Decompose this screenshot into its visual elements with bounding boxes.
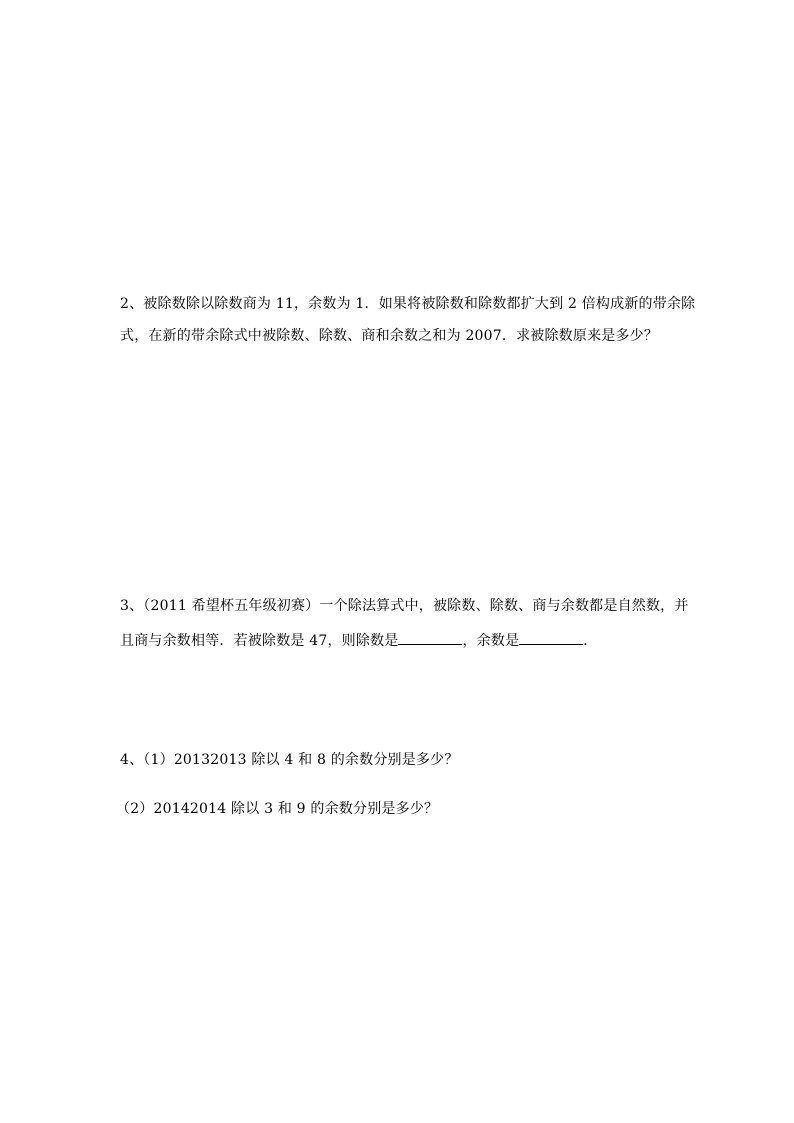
problem-2-line-1: 2、被除数除以除数商为 11，余数为 1．如果将被除数和除数都扩大到 2 倍构成新的带余除 [120, 296, 696, 312]
problem-4-part-2: （2）20142014 除以 3 和 9 的余数分别是多少？ [116, 801, 439, 817]
problem-2-line-2: 式，在新的带余除式中被除数、除数、商和余数之和为 2007．求被除数原来是多少？ [120, 328, 659, 344]
remainder-answer-blank[interactable] [519, 630, 583, 645]
problem-3-line-1: 3、（2011 希望杯五年级初赛）一个除法算式中，被除数、除数、商与余数都是自然数，并 [120, 598, 689, 614]
problem-3-line-2 [120, 630, 597, 651]
divisor-answer-blank[interactable] [398, 630, 462, 645]
problem-3-text-b: ，余数是 [462, 633, 520, 649]
problem-4-part-1: 4、（1）20132013 除以 4 和 8 的余数分别是多少？ [120, 752, 459, 768]
problem-3-text-a: 且商与余数相等．若被除数是 47，则除数是 [120, 633, 399, 649]
problem-3-text-c: ． [583, 633, 598, 649]
